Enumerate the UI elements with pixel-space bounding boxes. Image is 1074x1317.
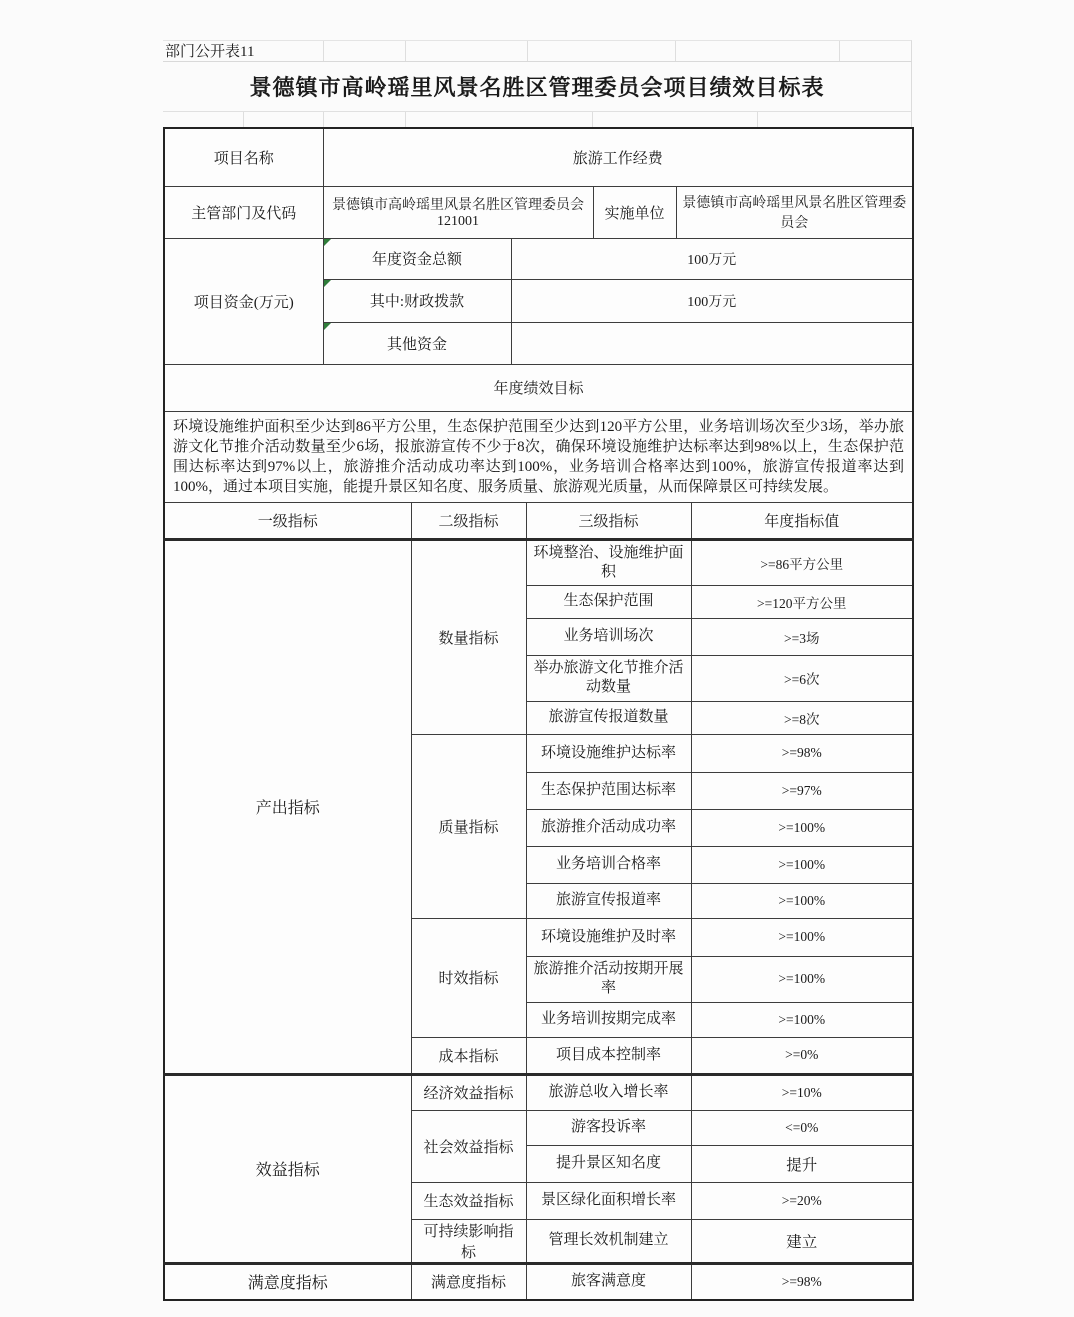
target-value-cell: >=100%: [691, 1002, 913, 1037]
annual-goal-text-row: [164, 411, 913, 502]
target-value-cell: >=120平方公里: [691, 585, 913, 618]
level2-cell: 生态效益指标: [411, 1182, 526, 1219]
faint-gridline: [405, 112, 406, 127]
level3-cell: 项目成本控制率: [526, 1037, 691, 1074]
indicator-row: [164, 1074, 913, 1110]
cell-marker-icon: [324, 323, 331, 330]
target-value-cell: >=98%: [691, 734, 913, 772]
faint-gridline: [243, 112, 244, 127]
level3-cell: 环境设施维护达标率: [526, 734, 691, 772]
funding-item-label: [323, 279, 511, 322]
annual-goal-header-row: [164, 364, 913, 411]
level3-cell: 环境整治、设施维护面积: [526, 539, 691, 585]
funding-item-value: [511, 322, 913, 364]
target-value-cell: >=97%: [691, 772, 913, 809]
target-value-cell: >=6次: [691, 655, 913, 701]
target-value-cell: >=3场: [691, 618, 913, 655]
cell-marker-icon: [324, 239, 331, 246]
level1-cell: 效益指标: [164, 1074, 411, 1263]
level3-cell: 旅游宣传报道数量: [526, 701, 691, 734]
faint-gridline: [839, 41, 840, 61]
funding-row: [164, 238, 913, 279]
department-label: 主管部门及代码: [164, 186, 323, 238]
funding-item-text: 年度资金总额: [371, 252, 462, 268]
header-value: 年度指标值: [691, 502, 913, 539]
level3-cell: 旅游宣传报道率: [526, 883, 691, 918]
project-name-row: [164, 128, 913, 186]
target-value-cell: >=8次: [691, 701, 913, 734]
target-value-cell: >=100%: [691, 809, 913, 846]
header-level1: 一级指标: [164, 502, 411, 539]
level3-cell: 生态保护范围: [526, 585, 691, 618]
level3-cell: 旅游总收入增长率: [526, 1074, 691, 1110]
header-level3: 三级指标: [526, 502, 691, 539]
level3-cell: 环境设施维护及时率: [526, 918, 691, 956]
faint-gridline: [527, 41, 528, 61]
annual-goal-text: 环境设施维护面积至少达到86平方公里，生态保护范围至少达到120平方公里，业务培训场次至少3场，举办旅游文化节推介活动数量至少6场，报旅游宣传不少于8次，确保环境设施维护达标率达到98%以上，生态保护范围达标率达到97%以上，旅游推介活动成功率达到100%，业务培训合格率达到100%，旅游宣传报道率达到100%，通过本项目实施，能提升景区知名度、服务质量、旅游观光质量，从而保障景区可持续发展。: [164, 411, 913, 502]
level3-cell: 旅游推介活动按期开展率: [526, 956, 691, 1002]
level2-cell: 可持续影响指标: [411, 1219, 526, 1263]
level3-cell: 业务培训合格率: [526, 846, 691, 883]
level3-cell: 管理长效机制建立: [526, 1219, 691, 1263]
corner-label-row: [163, 40, 912, 62]
level2-cell: 满意度指标: [411, 1263, 526, 1300]
target-value-cell: >=20%: [691, 1182, 913, 1219]
spacer-row: [163, 112, 912, 127]
faint-gridline: [323, 41, 324, 61]
target-value-cell: >=100%: [691, 846, 913, 883]
project-name-label: 项目名称: [164, 128, 323, 186]
funding-item-text: 其他资金: [386, 336, 447, 353]
project-name-value: 旅游工作经费: [323, 128, 913, 186]
level3-cell: 游客投诉率: [526, 1110, 691, 1145]
target-value-cell: >=0%: [691, 1037, 913, 1074]
title-row: [163, 62, 912, 112]
header-level2: 二级指标: [411, 502, 526, 539]
implementing-unit-label: 实施单位: [593, 186, 676, 238]
funding-item-value: 100万元: [511, 279, 913, 322]
faint-gridline: [592, 112, 593, 127]
level3-cell: 生态保护范围达标率: [526, 772, 691, 809]
funding-item-text: 其中:财政拨款: [369, 294, 465, 310]
level3-cell: 景区绿化面积增长率: [526, 1182, 691, 1219]
department-value: 景德镇市高岭瑶里风景名胜区管理委员会 121001: [323, 186, 593, 238]
target-value-cell: >=100%: [691, 883, 913, 918]
level3-cell: 旅游推介活动成功率: [526, 809, 691, 846]
funding-item-value: 100万元: [511, 238, 913, 279]
faint-gridline: [757, 112, 758, 127]
indicator-row: [164, 539, 913, 585]
level3-cell: 旅客满意度: [526, 1263, 691, 1300]
corner-label: 部门公开表11: [165, 44, 255, 60]
sheet: [163, 40, 912, 1301]
target-value-cell: <=0%: [691, 1110, 913, 1145]
level2-cell: 经济效益指标: [411, 1074, 526, 1110]
level1-cell: 产出指标: [164, 539, 411, 1074]
funding-label: 项目资金(万元): [164, 238, 323, 364]
department-row: [164, 186, 913, 238]
target-value-cell: >=98%: [691, 1263, 913, 1300]
level3-cell: 业务培训按期完成率: [526, 1002, 691, 1037]
implementing-unit-value: 景德镇市高岭瑶里风景名胜区管理委员会: [676, 186, 913, 238]
faint-gridline: [323, 112, 324, 127]
funding-item-label: [323, 238, 511, 279]
indicator-header-row: [164, 502, 913, 539]
level1-cell: 满意度指标: [164, 1263, 411, 1300]
target-value-cell: 提升: [691, 1145, 913, 1182]
level2-cell: 社会效益指标: [411, 1110, 526, 1182]
level3-cell: 提升景区知名度: [526, 1145, 691, 1182]
level2-cell: 时效指标: [411, 918, 526, 1037]
faint-gridline: [675, 41, 676, 61]
target-value-cell: 建立: [691, 1219, 913, 1263]
faint-gridline: [405, 41, 406, 61]
page-title: 景德镇市高岭瑶里风景名胜区管理委员会项目绩效目标表: [249, 75, 825, 100]
target-value-cell: >=100%: [691, 918, 913, 956]
annual-goal-label: 年度绩效目标: [164, 364, 913, 411]
target-value-cell: >=86平方公里: [691, 539, 913, 585]
cell-marker-icon: [324, 280, 331, 287]
level2-cell: 质量指标: [411, 734, 526, 918]
level2-cell: 成本指标: [411, 1037, 526, 1074]
target-value-cell: >=100%: [691, 956, 913, 1002]
level2-cell: 数量指标: [411, 539, 526, 734]
level3-cell: 举办旅游文化节推介活动数量: [526, 655, 691, 701]
performance-target-table: [163, 127, 914, 1301]
funding-item-label: [323, 322, 511, 364]
level3-cell: 业务培训场次: [526, 618, 691, 655]
indicator-row: [164, 1263, 913, 1300]
target-value-cell: >=10%: [691, 1074, 913, 1110]
